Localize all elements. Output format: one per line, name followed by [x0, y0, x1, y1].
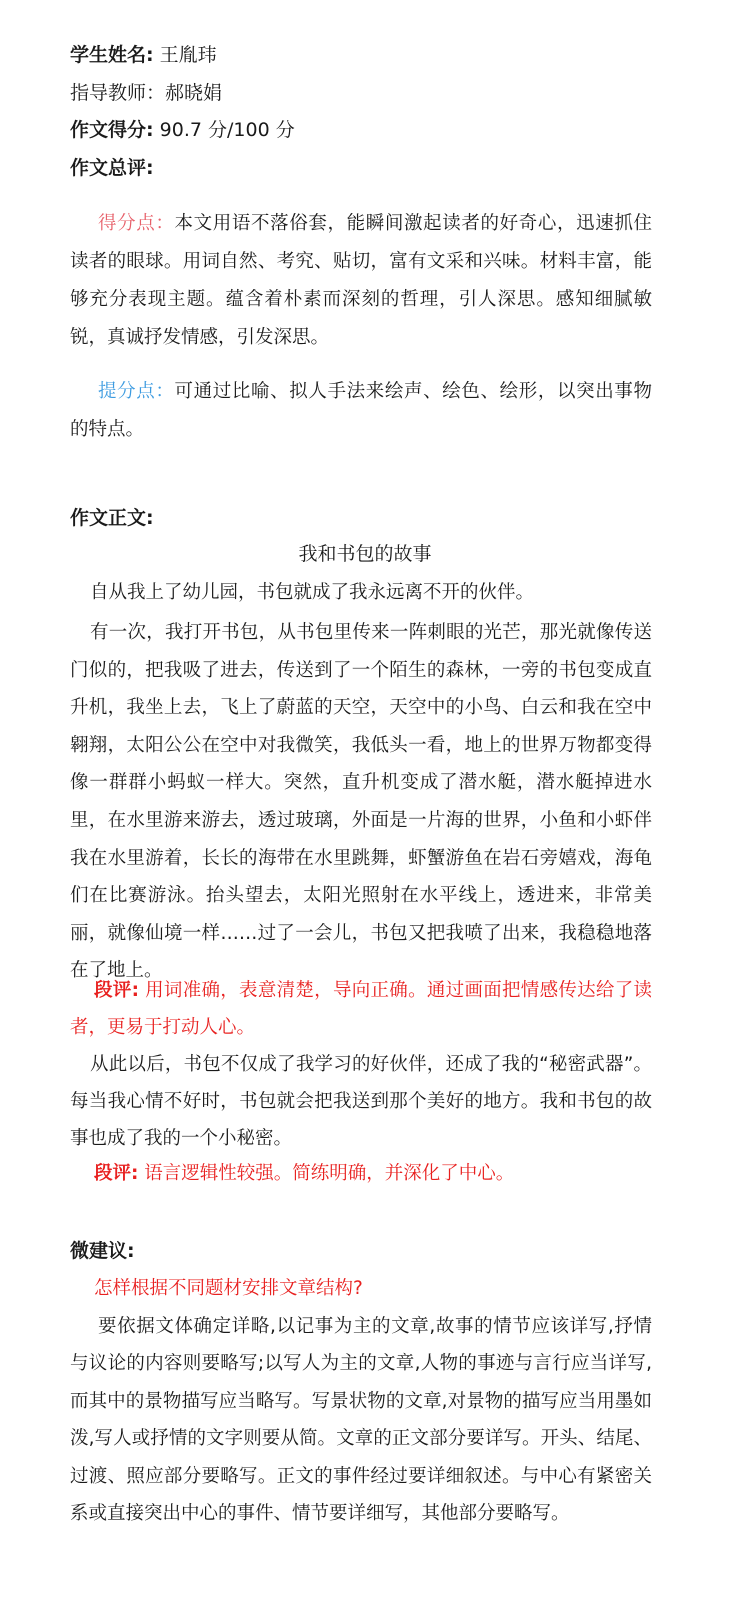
- teacher-row: [70, 80, 222, 106]
- essay-section-label: 作文正文:: [70, 507, 154, 529]
- score-value: 90.7 分/100 分: [159, 119, 295, 141]
- paragraph-comment-2: [70, 1159, 652, 1189]
- student-name: 王胤玮: [159, 44, 217, 66]
- teacher-label: 指导教师：: [70, 82, 166, 104]
- strength-label: 得分点：: [98, 213, 175, 234]
- improve-label: 提分点：: [98, 381, 175, 402]
- essay-title: 我和书包的故事: [298, 543, 432, 565]
- score-row: [70, 117, 295, 143]
- essay-paragraph-2: 有一次，我打开书包，从书包里传来一阵刺眼的光芒，那光就像传送门似的，把我吸了进去，传送到了一个陌生的森林，一旁的书包变成直升机，我坐上去，飞上了蔚蓝的天空，天空中的小鸟、白云和我在空中翱翔，太阳公公在空中对我微笑，我低头一看，地上的世界万物都变得像一群群小蚂蚁一样大。突然，直升机变成了潜水艇，潜水艇掉进水里，在水里游来游去，透过玻璃，外面是一片海的世界，小鱼和小虾伴我在水里游着，长长的海带在水里跳舞，虾蟹游鱼在岩石旁嬉戏，海龟们在比赛游泳。抬头望去，太阳光照射在水平线上，透进来，非常美丽，就像仙境一样……过了一会儿，书包又把我喷了出来，我稳稳地落在了地上。: [70, 622, 652, 982]
- review-label: 作文总评:: [70, 157, 154, 179]
- score-label: 作文得分:: [70, 119, 154, 141]
- strength-paragraph: [70, 205, 652, 357]
- essay-paragraph-1: 自从我上了幼儿园，书包就成了我永远离不开的伙伴。: [90, 582, 535, 603]
- essay-paragraph-3: 从此以后，书包不仅成了我学习的好伙伴，还成了我的“秘密武器”。每当我心情不好时，书包就会把我送到那个美好的地方。我和书包的故事也成了我的一个小秘密。: [70, 1054, 652, 1149]
- comment-1-text: 用词准确，表意清楚，导向正确。通过画面把情感传达给了读者，更易于打动人心。: [70, 980, 652, 1038]
- improve-paragraph: [70, 373, 652, 449]
- strength-text: 本文用语不落俗套，能瞬间激起读者的好奇心，迅速抓住读者的眼球。用词自然、考究、贴切，富有文采和兴味。材料丰富，能够充分表现主题。蕴含着朴素而深刻的哲理，引人深思。感知细腻敏锐，真诚抒发情感，引发深思。: [70, 213, 652, 348]
- advice-text: 要依据文体确定详略,以记事为主的文章,故事的情节应该详写,抒情与议论的内容则要略写;以写人为主的文章,人物的事迹与言行应当详写,而其中的景物描写应当略写。写景状物的文章,对景物的描写应当用墨如泼,写人或抒情的文字则要从简。文章的正文部分要详写。开头、结尾、过渡、照应部分要略写。正文的事件经过要详细叙述。与中心有紧密关系或直接突出中心的事件、情节要详细写，其他部分要略写。: [70, 1316, 652, 1525]
- teacher-name: 郝晓娟: [165, 82, 223, 104]
- student-label: 学生姓名:: [70, 44, 154, 66]
- comment-2-label: 段评:: [94, 1163, 139, 1184]
- advice-question: 怎样根据不同题材安排文章结构?: [94, 1278, 363, 1299]
- comment-2-text: 语言逻辑性较强。简练明确，并深化了中心。: [144, 1163, 515, 1184]
- student-row: [70, 42, 217, 68]
- paragraph-comment-1: [70, 972, 652, 1046]
- improve-text: 可通过比喻、拟人手法来绘声、绘色、绘形，以突出事物的特点。: [70, 381, 652, 440]
- comment-1-label: 段评:: [94, 980, 139, 1001]
- advice-section-label: 微建议:: [70, 1240, 135, 1262]
